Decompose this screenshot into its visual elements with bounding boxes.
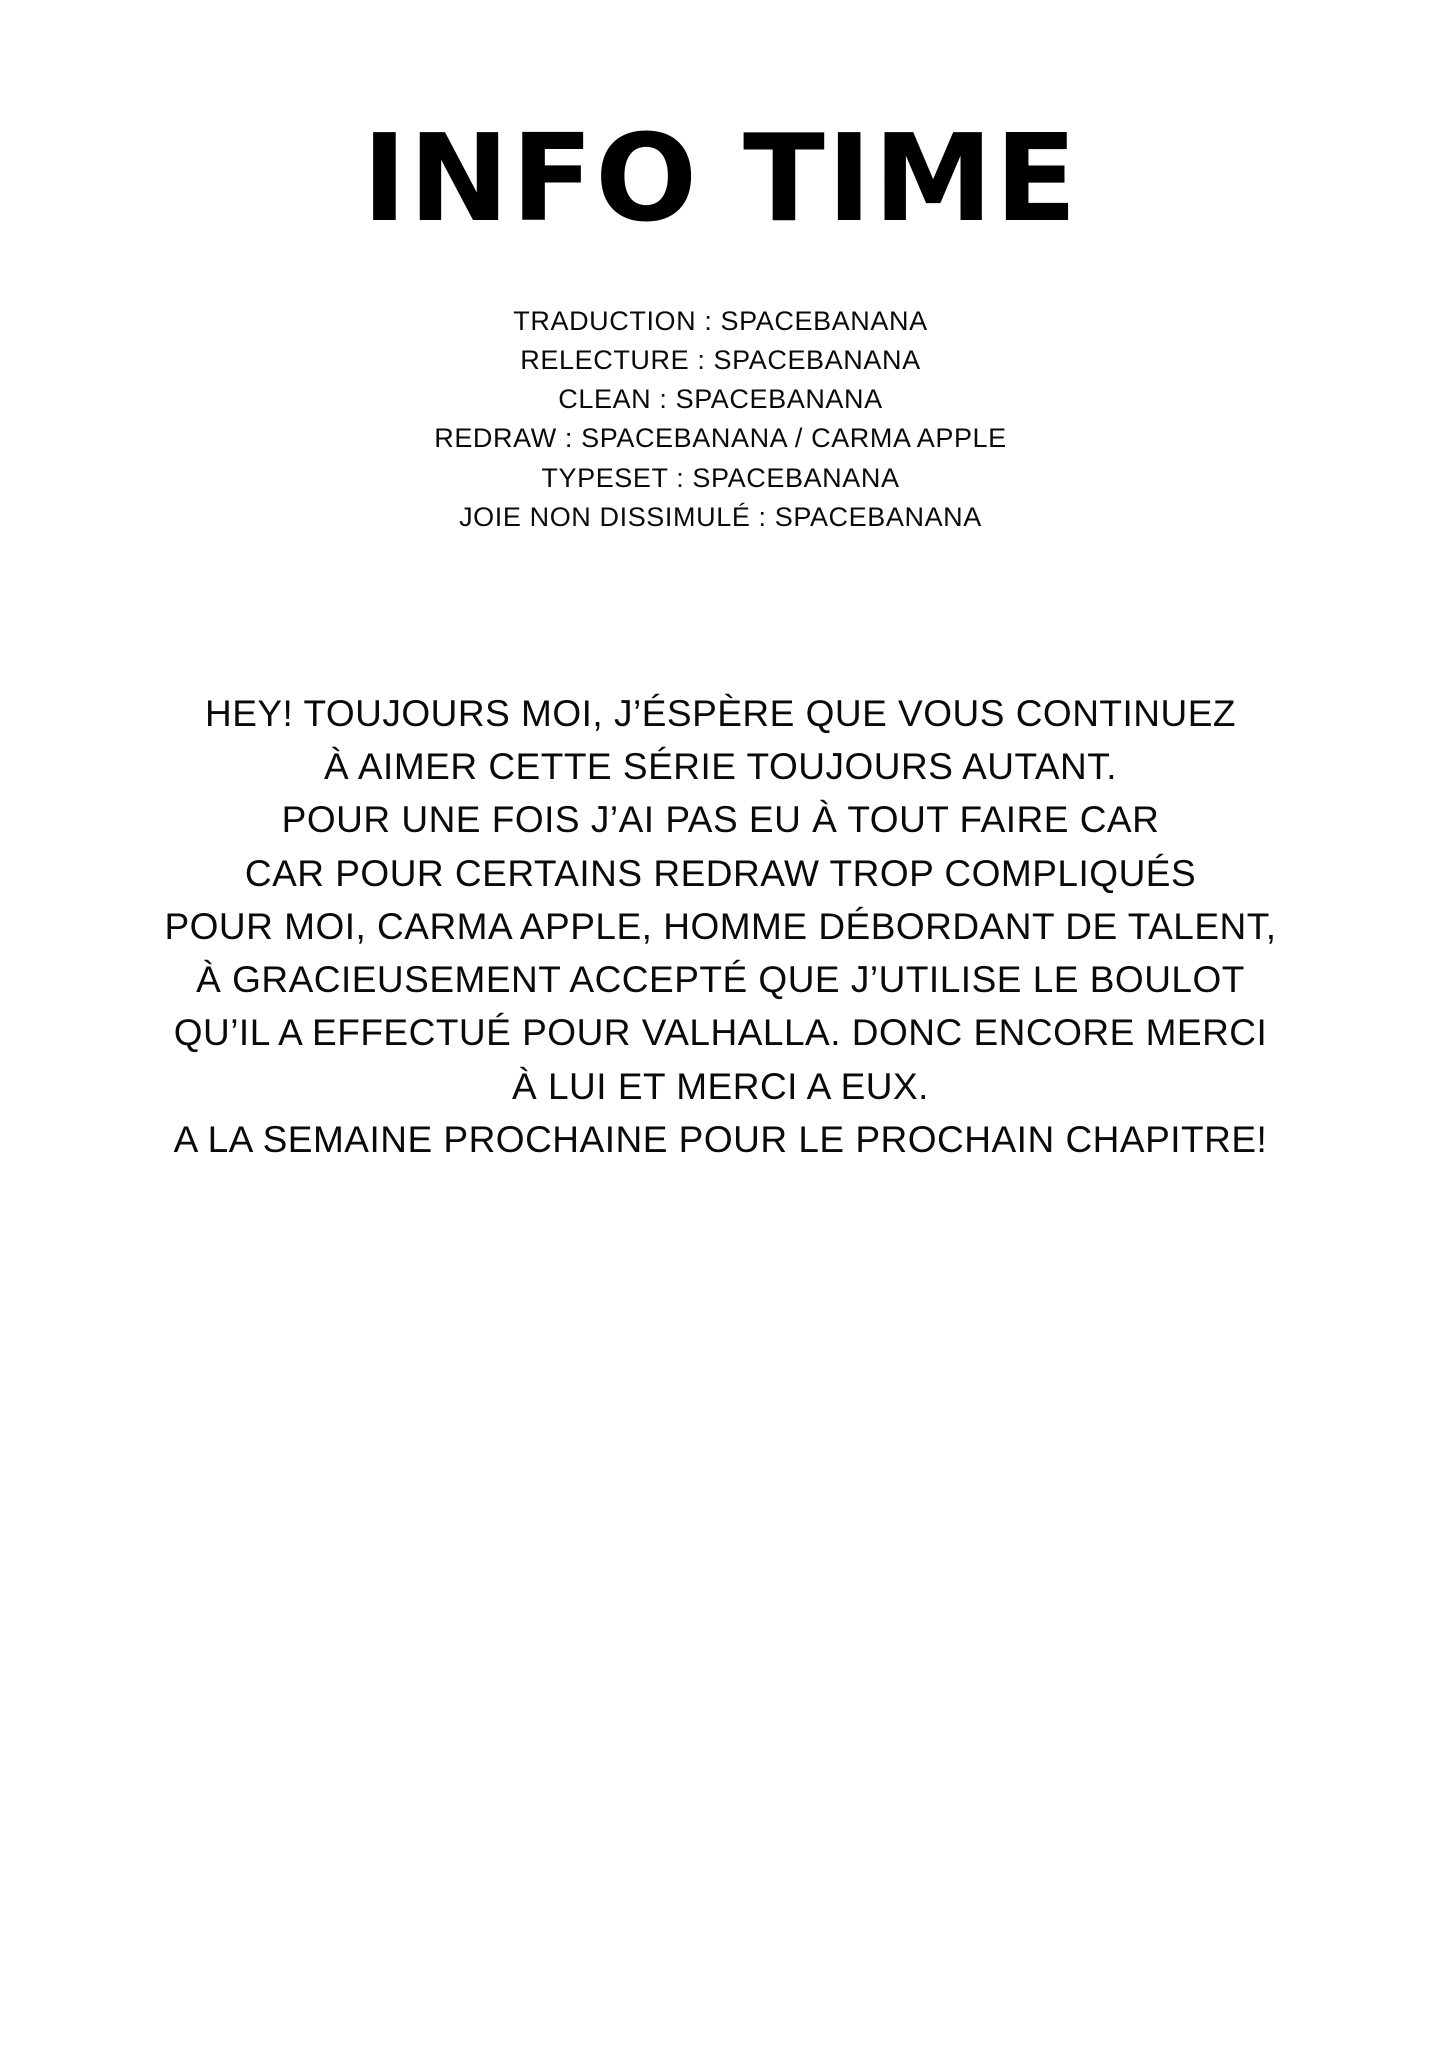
credit-line-typeset: TYPESET : SPACEBANANA: [541, 462, 900, 493]
credit-line-redraw: REDRAW : SPACEBANANA / CARMA APPLE: [434, 423, 1007, 454]
message-line-1: HEY! TOUJOURS MOI, J’ÉSPÈRE QUE VOUS CONTINUEZ: [204, 692, 1237, 734]
message-line-8: À LUI ET MERCI A EUX.: [512, 1065, 929, 1107]
message-block: [0, 687, 1441, 1166]
message-line-5: POUR MOI, CARMA APPLE, HOMME DÉBORDANT DE TALENT,: [164, 905, 1277, 947]
page-title: INFO TIME: [362, 110, 1079, 249]
message-line-6: À GRACIEUSEMENT ACCEPTÉ QUE J’UTILISE LE BOULOT: [196, 959, 1245, 1001]
message-line-4: CAR POUR CERTAINS REDRAW TROP COMPLIQUÉS: [244, 852, 1197, 894]
message-line-9: A LA SEMAINE PROCHAINE POUR LE PROCHAIN CHAPITRE!: [173, 1118, 1268, 1160]
credit-line-joy: JOIE NON DISSIMULÉ : SPACEBANANA: [459, 501, 982, 532]
credits-block: [0, 302, 1441, 537]
message-line-3: POUR UNE FOIS J’AI PAS EU À TOUT FAIRE CAR: [281, 799, 1160, 841]
message-line-7: QU’IL A EFFECTUÉ POUR VALHALLA. DONC ENCORE MERCI: [173, 1012, 1268, 1054]
credit-line-translation: TRADUCTION : SPACEBANANA: [513, 306, 928, 336]
credit-line-proofreading: RELECTURE : SPACEBANANA: [520, 345, 921, 376]
credit-line-clean: CLEAN : SPACEBANANA: [558, 384, 883, 415]
message-line-2: À AIMER CETTE SÉRIE TOUJOURS AUTANT.: [323, 746, 1118, 788]
